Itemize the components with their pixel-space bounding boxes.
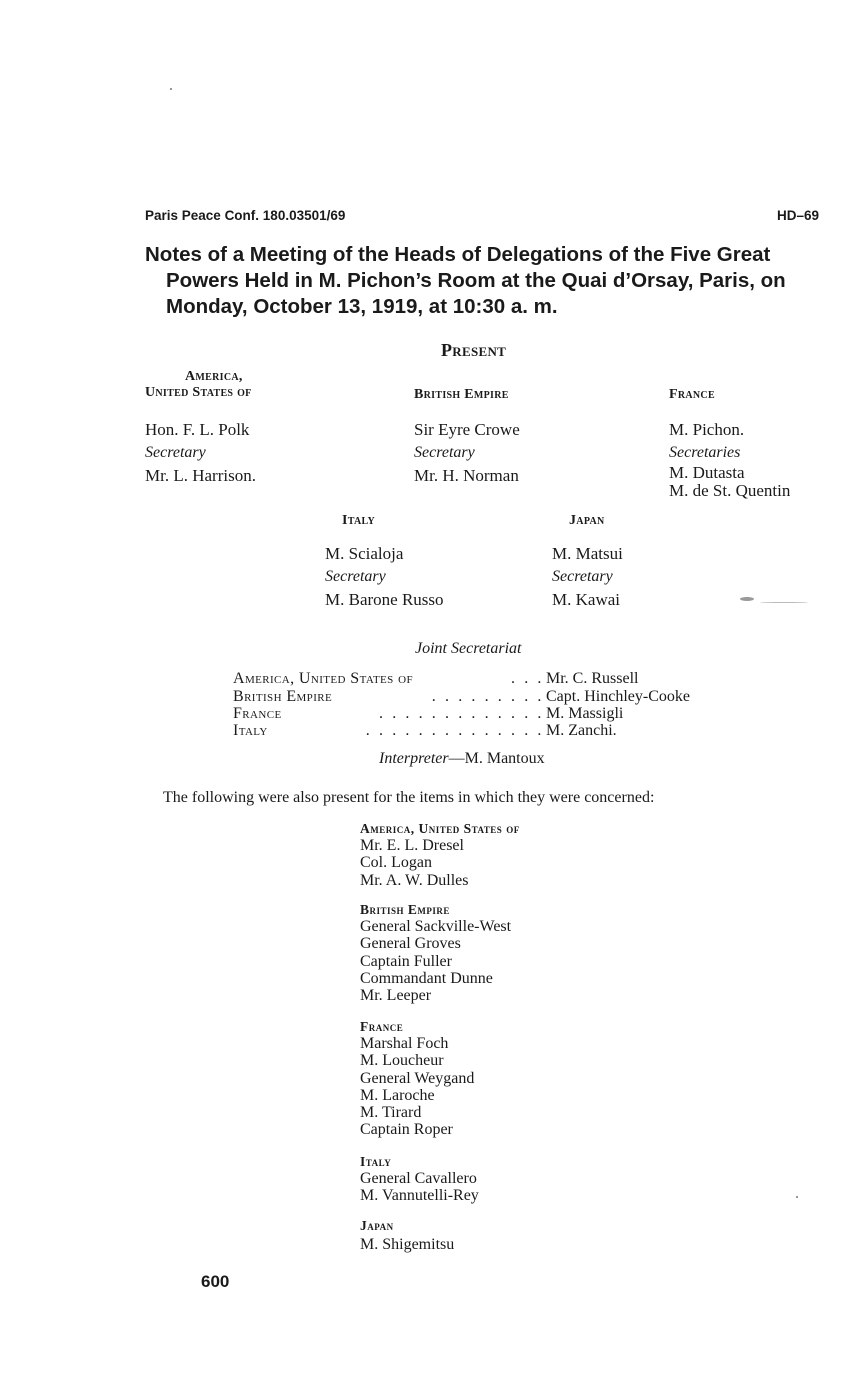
secretariat-person: M. Zanchi.	[546, 722, 617, 739]
attendee-name: Mr. A. W. Dulles	[360, 871, 469, 889]
scan-smudge	[740, 597, 754, 601]
also-present-group-france	[360, 1018, 474, 1139]
interpreter-label: Interpreter	[379, 750, 449, 767]
also-present-group-japan	[360, 1217, 454, 1253]
attendee-name: General Sackville-West	[360, 918, 512, 935]
attendee-name: General Cavallero	[360, 1170, 477, 1187]
attendee-name: M. Loucheur	[360, 1052, 444, 1070]
present-france-column	[669, 387, 790, 500]
attendee-name: Mr. Leeper	[360, 987, 432, 1005]
country-heading: France	[669, 387, 715, 402]
attendee-name: General Weygand	[360, 1069, 475, 1087]
country-heading: British Empire	[414, 387, 509, 402]
scan-speck	[796, 1196, 798, 1198]
secretariat-country: America, United States of	[233, 670, 413, 687]
secretary-label: Secretaries	[669, 444, 741, 461]
delegate-name: M. Pichon.	[669, 420, 745, 439]
group-country: Italy	[360, 1154, 392, 1169]
scan-smudge	[760, 602, 808, 603]
secretary-name: Mr. H. Norman	[414, 466, 519, 485]
also-present-group-america	[360, 820, 520, 889]
present-british-column	[414, 387, 520, 487]
attendee-name: Captain Fuller	[360, 952, 452, 970]
secretariat-country: France	[233, 705, 282, 722]
secretariat-person: M. Massigli	[546, 705, 624, 722]
secretary-label: Secretary	[552, 568, 613, 585]
secretariat-person: Mr. C. Russell	[546, 670, 639, 687]
attendee-name: Mr. E. L. Dresel	[360, 837, 464, 854]
delegate-name: M. Scialoja	[325, 544, 404, 563]
also-present-group-british	[360, 901, 511, 1004]
joint-secretariat-row	[233, 670, 733, 688]
country-heading: United States of	[145, 385, 252, 400]
leader-dots: . . . . . . . . . . . . . .	[365, 722, 544, 739]
country-heading: Japan	[569, 513, 605, 528]
group-country: British Empire	[360, 902, 450, 917]
secretary-label: Secretary	[325, 568, 386, 585]
secretary-name: M. Barone Russo	[325, 590, 444, 609]
leader-dots: . . . . . . . . .	[431, 688, 544, 705]
secretary-label: Secretary	[414, 444, 475, 461]
present-italy-column	[325, 513, 444, 611]
delegate-name: Hon. F. L. Polk	[145, 420, 250, 439]
joint-secretariat-row	[233, 688, 733, 706]
attendee-name: Commandant Dunne	[360, 969, 493, 987]
attendee-name: Captain Roper	[360, 1121, 453, 1139]
country-heading: America,	[185, 369, 243, 384]
joint-secretariat-heading: Joint Secretariat	[415, 640, 522, 657]
joint-secretariat-row	[233, 722, 733, 740]
group-country: America, United States of	[360, 821, 520, 836]
also-present-intro: The following were also present for the items in which they were concerned:	[163, 789, 655, 806]
secretariat-country: British Empire	[233, 688, 333, 705]
attendee-name: M. Vannutelli-Rey	[360, 1187, 479, 1205]
secretary-label: Secretary	[145, 444, 206, 461]
attendee-name: General Groves	[360, 935, 461, 953]
interpreter-line	[379, 750, 545, 768]
scan-speck	[170, 88, 172, 90]
leader-dots: . . .	[511, 670, 544, 687]
secretary-name: M. Kawai	[552, 590, 620, 609]
secretary-name: Mr. L. Harrison.	[145, 466, 256, 485]
attendee-name: M. Laroche	[360, 1086, 435, 1104]
page-number: 600	[201, 1272, 230, 1291]
group-country: France	[360, 1019, 404, 1034]
secretary-name: M. Dutasta	[669, 463, 745, 482]
attendee-name: M. Shigemitsu	[360, 1236, 455, 1253]
secretariat-person: Capt. Hinchley-Cooke	[546, 688, 690, 705]
joint-secretariat-row	[233, 705, 733, 723]
group-country: Japan	[360, 1218, 394, 1233]
present-heading: Present	[441, 340, 507, 360]
secretariat-country: Italy	[233, 722, 268, 739]
interpreter-name: —M. Mantoux	[448, 750, 545, 767]
delegate-name: M. Matsui	[552, 544, 623, 563]
page-title: Notes of a Meeting of the Heads of Delegations of the Five Great Powers Held in M. Pichon’s Room at the Quai d’Orsay, Paris, on Monday, October 13, 1919, at 10:30 a. m.	[145, 243, 786, 318]
attendee-name: Col. Logan	[360, 854, 432, 872]
country-heading: Italy	[342, 513, 376, 528]
present-america-column	[145, 369, 256, 487]
present-japan-column	[552, 513, 623, 611]
delegate-name: Sir Eyre Crowe	[414, 420, 520, 439]
also-present-group-italy	[360, 1153, 479, 1205]
attendee-name: M. Tirard	[360, 1104, 422, 1122]
leader-dots: . . . . . . . . . . . . .	[379, 705, 544, 722]
document-code: HD–69	[776, 208, 819, 223]
attendee-name: Marshal Foch	[360, 1035, 449, 1052]
secretary-name: M. de St. Quentin	[669, 481, 791, 500]
document-reference: Paris Peace Conf. 180.03501/69	[145, 208, 346, 223]
